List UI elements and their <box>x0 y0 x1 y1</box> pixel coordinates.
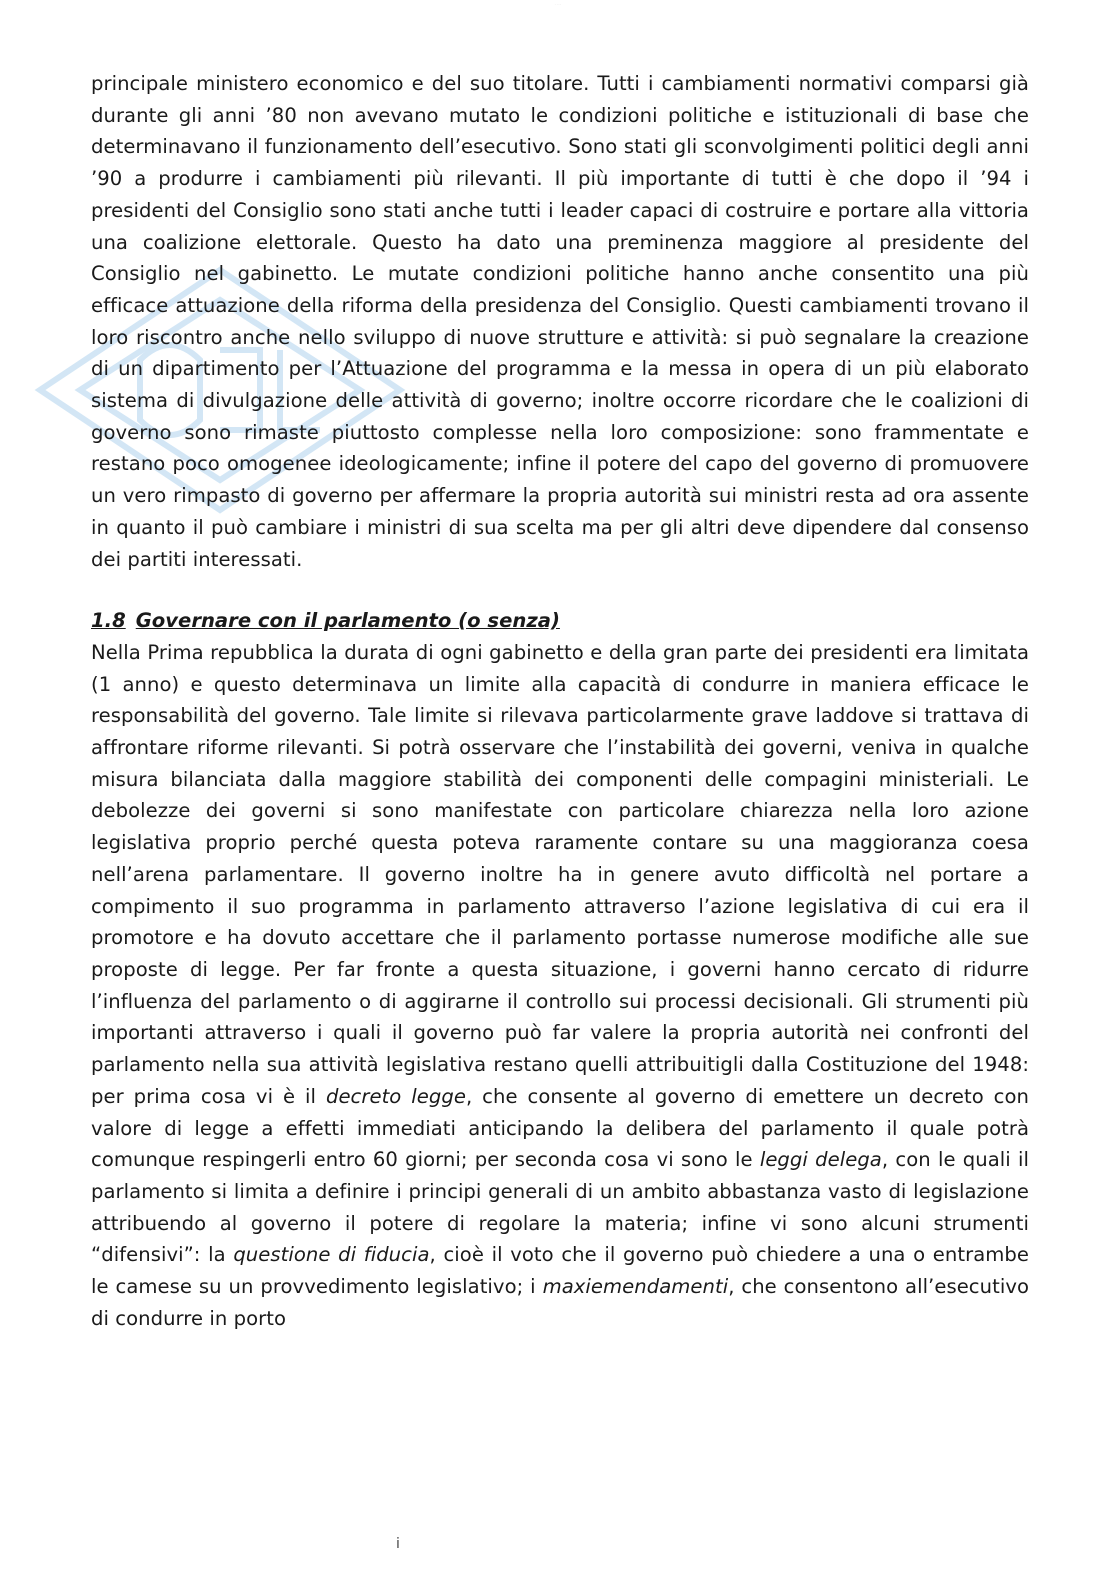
text-run: Nella Prima repubblica la durata di ogni gabinetto e della gran parte dei presidenti era limitata (1 anno) e questo determinava un limite alla capacità di condurre in maniera efficace le responsabilità del governo. Tale limite si rilevava particolarmente grave laddove si trattava di affrontare riforme rilevanti. Si potrà osservare che l’instabilità dei governi, veniva in qualche misura bilanciata dalla maggiore stabilità dei componenti delle compagini ministeriali. Le debolezze dei governi si sono manifestate con particolare chiarezza nella loro azione legislativa proprio perché questa poteva raramente contare su una maggioranza coesa nell’arena parlamentare. Il governo inoltre ha in genere avuto difficoltà nel portare a compimento il suo programma in parlamento attraverso l’azione legislativa di cui era il promotore e ha dovuto accettare che il parlamento portasse numerose modifiche alle sue proposte di legge. Per far fronte a questa situazione, i governi hanno cercato di ridurre l’influenza del parlamento o di aggirarne il controllo sui processi decisionali. Gli strumenti più importanti attraverso i quali il governo può far valere la propria autorità nei confronti del parlamento nella sua attività legislativa restano quelli attribuitigli dalla Costituzione del 1948: per prima cosa vi è il <box>91 640 1029 1108</box>
section-title: Governare con il parlamento (o senza) <box>135 609 560 633</box>
italic-term: maxiemendamenti <box>542 1275 729 1299</box>
text-run: , che consentono all’esecutivo di condurre in porto <box>91 1275 1030 1330</box>
paragraph-2 <box>91 637 1029 1334</box>
section-number: 1.8 <box>91 609 126 633</box>
text-run: , con le quali il parlamento si limita a definire i principi generali di un ambito abbastanza vasto di legislazione attribuendo al governo il potere di regolare la materia; infine vi sono alcuni strumenti “difensivi”: la <box>91 1148 1029 1267</box>
section-heading <box>91 605 1029 637</box>
text-run: , che consente al governo di emettere un decreto con valore di legge a effetti immediati anticipando la delibera del parlamento il quale potrà comunque respingerli entro 60 giorni; per seconda cosa vi sono le <box>91 1084 1029 1172</box>
italic-term: decreto legge <box>325 1084 466 1108</box>
header-mark: · · · · <box>554 2 562 6</box>
italic-term: leggi delega <box>759 1148 882 1172</box>
text-run: principale ministero economico e del suo titolare. Tutti i cambiamenti normativi comparsi già durante gli anni ’80 non avevano mutato le condizioni politiche e istituzionali di base che determinavano il funzionamento dell’esecutivo. Sono stati gli sconvolgimenti politici degli anni ’90 a produrre i cambiamenti più rilevanti. Il più importante di tutti è che dopo il ’94 i presidenti del Consiglio sono stati anche tutti i leader capaci di costruire e portare alla vittoria una coalizione elettorale. Questo ha dato una preminenza maggiore al presidente del Consiglio nel gabinetto. Le mutate condizioni politiche hanno anche consentito una più efficace attuazione della riforma della presidenza del Consiglio. Questi cambiamenti trovano il loro riscontro anche nello sviluppo di nuove strutture e attività: si può segnalare la creazione di un dipartimento per l’Attuazione del programma e la messa in opera di un più elaborato sistema di divulgazione delle attività di governo; inoltre occorre ricordare che le coalizioni di governo sono rimaste piuttosto complesse nella loro composizione: sono frammentate e restano poco omogenee ideologicamente; infine il potere del capo del governo di promuovere un vero rimpasto di governo per affermare la propria autorità sui ministri resta ad ora assente in quanto il può cambiare i ministri di sua scelta ma per gli altri deve dipendere dal consenso dei partiti interessati. <box>91 72 1029 571</box>
text-run: , cioè il voto che il governo può chiedere a una o entrambe le camese su un provvedimento legislativo; i <box>91 1243 1030 1299</box>
italic-term: questione di fiducia <box>233 1243 430 1267</box>
page-number: i <box>396 1536 400 1552</box>
document-body <box>91 68 1029 1334</box>
paragraph-1 <box>91 68 1029 575</box>
